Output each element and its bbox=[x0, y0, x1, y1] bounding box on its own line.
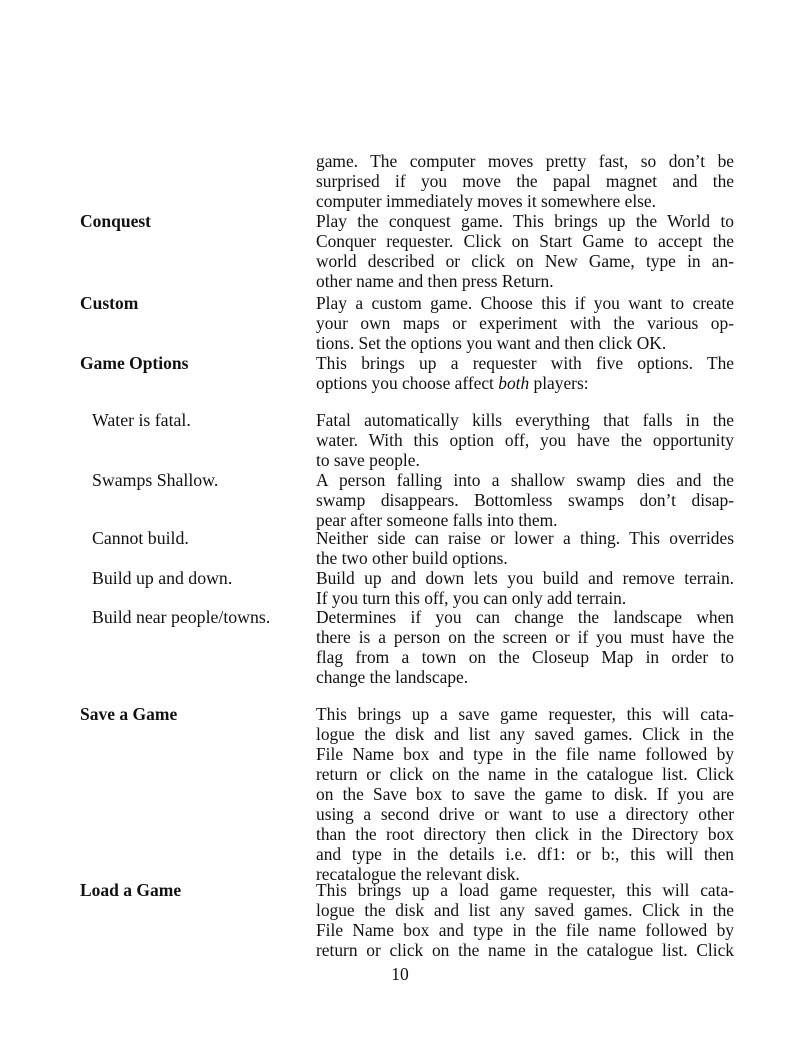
text-line: Fatal automatically kills everything that falls in the bbox=[316, 410, 734, 430]
text-line: This brings up a save game requester, this will cata- bbox=[316, 704, 734, 724]
term-save-a-game: Save a Game bbox=[80, 704, 178, 724]
text-line: File Name box and type in the file name followed by bbox=[316, 920, 734, 940]
option-water-is-fatal: Water is fatal. bbox=[92, 410, 191, 430]
term-conquest: Conquest bbox=[80, 211, 151, 231]
description-conquest bbox=[316, 211, 734, 291]
option-build-up-and-down: Build up and down. bbox=[92, 568, 233, 588]
text-line: and type in the details i.e. df1: or b:, this will then bbox=[316, 844, 734, 864]
term-custom: Custom bbox=[80, 293, 139, 313]
text-line: surprised if you move the papal magnet and the bbox=[316, 171, 734, 191]
intro-paragraph bbox=[316, 151, 734, 211]
text-line: File Name box and type in the file name followed by bbox=[316, 744, 734, 764]
text-line: Play a custom game. Choose this if you want to create bbox=[316, 293, 734, 313]
text-line: world described or click on New Game, type in an- bbox=[316, 251, 734, 271]
option-build-near-people-towns: Build near people/towns. bbox=[92, 607, 271, 627]
text-line: using a second drive or want to use a directory other bbox=[316, 804, 734, 824]
text-line: Determines if you can change the landscape when bbox=[316, 607, 734, 627]
text-line: A person falling into a shallow swamp dies and the bbox=[316, 470, 734, 490]
text-line: game. The computer moves pretty fast, so don’t be bbox=[316, 151, 734, 171]
text-line: on the Save box to save the game to disk. If you are bbox=[316, 784, 734, 804]
description-cannot-build bbox=[316, 528, 734, 568]
description-game-options bbox=[316, 353, 734, 393]
text-line: This brings up a requester with five options. The bbox=[316, 353, 734, 373]
text-line: other name and then press Return. bbox=[316, 271, 554, 291]
text-line: This brings up a load game requester, this will cata- bbox=[316, 880, 734, 900]
term-game-options: Game Options bbox=[80, 353, 189, 373]
text-line: change the landscape. bbox=[316, 667, 469, 687]
text-line bbox=[316, 373, 734, 393]
text-line: the two other build options. bbox=[316, 548, 508, 568]
text-line: to save people. bbox=[316, 450, 420, 470]
text-segment: players: bbox=[529, 373, 589, 393]
text-line: Neither side can raise or lower a thing. This overrides bbox=[316, 528, 734, 548]
text-line: tions. Set the options you want and then click OK. bbox=[316, 333, 667, 353]
text-segment: options you choose affect bbox=[316, 373, 499, 393]
description-load-a-game bbox=[316, 880, 734, 960]
text-line: return or click on the name in the catalogue list. Click bbox=[316, 940, 734, 960]
text-line: water. With this option off, you have the opportunity bbox=[316, 430, 734, 450]
text-line: logue the disk and list any saved games. Click in the bbox=[316, 900, 734, 920]
text-line: flag from a town on the Closeup Map in order to bbox=[316, 647, 734, 667]
description-custom bbox=[316, 293, 734, 353]
text-line: return or click on the name in the catalogue list. Click bbox=[316, 764, 734, 784]
option-cannot-build: Cannot build. bbox=[92, 528, 189, 548]
text-line: than the root directory then click in the Directory box bbox=[316, 824, 734, 844]
emphasis-text: both bbox=[498, 373, 530, 393]
text-line: swamp disappears. Bottomless swamps don’t disap- bbox=[316, 490, 734, 510]
term-load-a-game: Load a Game bbox=[80, 880, 182, 900]
description-build-near-people-towns bbox=[316, 607, 734, 687]
text-line: your own maps or experiment with the various op- bbox=[316, 313, 734, 333]
text-line: there is a person on the screen or if you must have the bbox=[316, 627, 734, 647]
text-line: recatalogue the relevant disk. bbox=[316, 864, 520, 884]
description-build-up-and-down bbox=[316, 568, 734, 608]
description-save-a-game bbox=[316, 704, 734, 884]
text-line: Conquer requester. Click on Start Game to accept the bbox=[316, 231, 734, 251]
text-line: Play the conquest game. This brings up the World to bbox=[316, 211, 734, 231]
text-line: computer immediately moves it somewhere else. bbox=[316, 191, 656, 211]
text-line: pear after someone falls into them. bbox=[316, 510, 558, 530]
page-number: 10 bbox=[391, 964, 409, 984]
text-line: Build up and down lets you build and remove terrain. bbox=[316, 568, 734, 588]
description-swamps-shallow bbox=[316, 470, 734, 530]
text-line: logue the disk and list any saved games. Click in the bbox=[316, 724, 734, 744]
description-water-is-fatal bbox=[316, 410, 734, 470]
option-swamps-shallow: Swamps Shallow. bbox=[92, 470, 219, 490]
text-line: If you turn this off, you can only add terrain. bbox=[316, 588, 627, 608]
